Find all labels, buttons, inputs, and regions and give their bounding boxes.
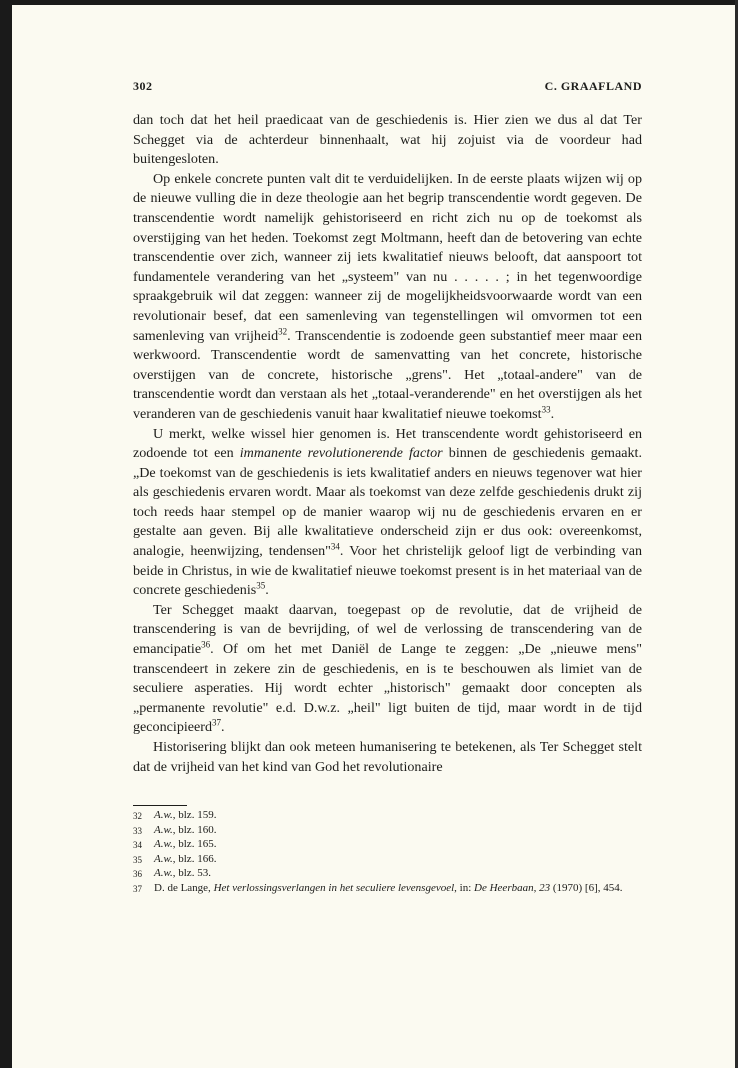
paragraph-2-text-a: Op enkele concrete punten valt dit te verduidelijken. In de eerste plaats wijzen wij op de nieuwe vulling die in deze theologie aan het begrip transcendentie wordt gegeven. De transcendentie wordt namelijk gehistoriseerd en richt zich nu op de toekomst als overstijging van het heden. Toekomst zegt Moltmann, heeft dan de betovering van echte transcendentie over zich, wanneer zij iets kwalitatief nieuws belooft, dat aanspoort tot fundamentele verandering van het „systeem" van nu . . . . . ; in het tegenwoordige spraakgebruik wil dat zeggen: wanneer zij de mogelijkheidsvoorwaarde wordt van een revolutionair besef, dat een samenleving van tegenstellingen wil omvormen tot een samenleving van vrijheid (133, 170, 642, 344)
footnote-ref-35[interactable]: 35 (256, 580, 266, 591)
footnote-number: 34 (133, 840, 142, 851)
footnote-number: 32 (133, 811, 142, 822)
footnote-35 (133, 853, 642, 868)
footnote-ref-33[interactable]: 33 (541, 404, 551, 415)
paragraph-2 (133, 170, 642, 425)
paragraph-3-text-c: . Voor het christelijk geloof ligt de verbinding van beide in Christus, in wie de kwalitatief nieuwe toekomst present is in het materiaal van de concrete geschiedenis (133, 543, 642, 599)
paragraph-4 (133, 601, 642, 738)
running-head (133, 79, 642, 101)
footnote-text: D. de Lange, Het verlossingsverlangen in het seculiere levensgevoel, in: De Heerbaan, 23 (1970) [6], 454. (154, 881, 623, 894)
footnote-text: A.w., blz. 166. (154, 852, 217, 865)
page-content (133, 79, 642, 896)
footnote-37 (133, 882, 642, 897)
paragraph-4-text-b: . Of om het met Daniël de Lange te zeggen: „De „nieuwe mens" transcendeert in zekere zin de geschiedenis, en is te beschouwen als limiet van de seculiere asperaties. Hij wordt echter „historisch" gemaakt door concepten als „permanente revolutie" e.d. D.w.z. „heil" ligt buiten de tijd, maar wordt in de tijd geconcipieerd (133, 641, 642, 736)
paragraph-1: dan toch dat het heil praedicaat van de geschiedenis is. Hier zien we dus al dat Ter Schegget via de achterdeur binnenhaalt, wat hij zojuist via de voordeur had buitengesloten. (133, 112, 642, 168)
paragraph-4-text-a: Ter Schegget maakt daarvan, toegepast op de revolutie, dat de vrijheid de transcendering is van de bevrijding, of wel de verlossing de transcendering van de emancipatie (133, 601, 642, 658)
footnote-36 (133, 867, 642, 882)
footnote-32 (133, 809, 642, 824)
footnote-ref-32[interactable]: 32 (278, 325, 288, 336)
footnote-number: 37 (133, 883, 142, 894)
paragraph-3-text-b: binnen de geschiedenis gemaakt. „De toekomst van de geschiedenis is iets kwalitatief anders en nieuws tegenover wat hier als geschiedenis ervaren wordt. Maar als toekomst van deze zelfde geschiedenis drukt zij toch reeds haar stempel op de manier waarop wij nu de geschiedenis ervaren en er gestalte aan geven. Bij alle kwalitatieve onderscheid zijn er dus ook: overeenkomst, analogie, heenwijzing, tendensen" (133, 445, 642, 560)
scan-edge-left (0, 0, 12, 1068)
footnote-number: 36 (133, 869, 142, 880)
footnote-33 (133, 824, 642, 839)
paragraph-3 (133, 425, 642, 601)
paragraph-2-text-b: . Transcendentie is zodoende geen substantief meer maar een werkwoord. Transcendentie wordt de samenvatting van het concrete, historische overstijgen van de concrete, historische „grens". Het „totaal-andere" van de transcendentie wordt dan verstaan als het „totaal-veranderende" en het overstijgen als het veranderen van de geschiedenis vanuit haar kwalitatief nieuwe toekomst (133, 327, 642, 422)
paragraph-2-text-c: . (550, 405, 555, 422)
footnote-text: A.w., blz. 165. (154, 838, 217, 851)
paragraph-4-text-c: . (221, 719, 225, 736)
page-number: 302 (133, 79, 153, 93)
footnotes (133, 803, 642, 896)
footnote-text: A.w., blz. 53. (154, 867, 211, 880)
footnote-number: 33 (133, 825, 142, 836)
footnote-ref-36[interactable]: 36 (201, 639, 211, 650)
paragraph-3-text-a: U merkt, welke wissel hier genomen is. Het transcendente wordt gehistoriseerd en zodoende tot een (133, 425, 642, 462)
footnote-ref-37[interactable]: 37 (212, 717, 222, 728)
paragraph-3-emphasis: immanente revolutionerende factor (239, 445, 443, 462)
footnote-ref-34[interactable]: 34 (330, 541, 340, 552)
footnote-34 (133, 838, 642, 853)
running-author: C. GRAAFLAND (544, 79, 642, 93)
scan-edge-top (0, 0, 738, 5)
footnote-text: A.w., blz. 160. (154, 823, 217, 836)
paragraph-5: Historisering blijkt dan ook meteen humanisering te betekenen, als Ter Schegget stelt dat de vrijheid van het kind van God het revolutionaire (133, 739, 642, 775)
body-text (133, 111, 642, 777)
footnote-number: 35 (133, 854, 142, 865)
paragraph-3-text-d: . (265, 582, 269, 599)
footnote-rule (133, 805, 187, 806)
footnote-text: A.w., blz. 159. (154, 809, 217, 822)
